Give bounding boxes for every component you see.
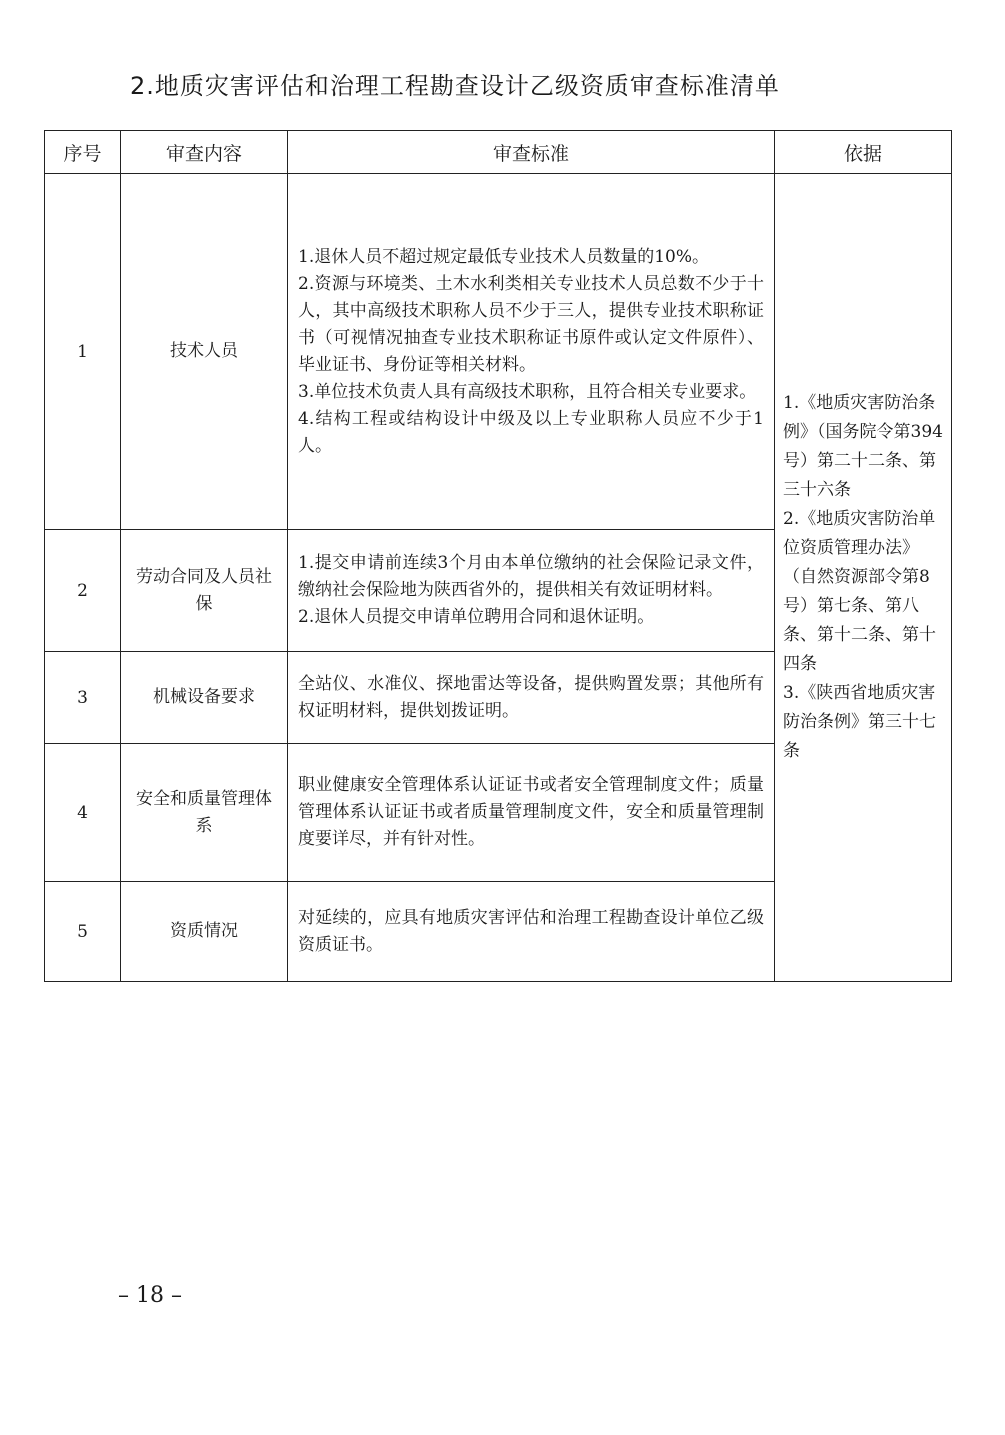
table-row (45, 174, 952, 530)
basis-item: 2.《地质灾害防治单位资质管理办法》（自然资源部令第8号）第七条、第八条、第十二条、第十四条 (783, 509, 936, 674)
row-content: 劳动合同及人员社保 (121, 530, 288, 652)
row-seq: 5 (45, 882, 121, 982)
review-standards-table (44, 130, 952, 982)
row-content: 技术人员 (121, 174, 288, 530)
criteria-item: 2.资源与环境类、土木水利类相关专业技术人员总数不少于十人，其中高级技术职称人员不少于三人，提供专业技术职称证书（可视情况抽查专业技术职称证书原件或认定文件原件）、毕业证书、身份证等相关材料。 (298, 273, 764, 375)
row-criteria (288, 882, 775, 982)
criteria-item: 全站仪、水准仪、探地雷达等设备，提供购置发票；其他所有权证明材料，提供划拨证明。 (298, 673, 764, 721)
header-criteria: 审查标准 (288, 131, 775, 174)
row-content: 机械设备要求 (121, 652, 288, 744)
criteria-item: 4.结构工程或结构设计中级及以上专业职称人员应不少于1人。 (298, 408, 764, 456)
criteria-item: 对延续的，应具有地质灾害评估和治理工程勘查设计单位乙级资质证书。 (298, 907, 764, 955)
row-criteria (288, 744, 775, 882)
basis-item: 1.《地质灾害防治条例》（国务院令第394号）第二十二条、第三十六条 (783, 393, 943, 500)
row-criteria (288, 530, 775, 652)
row-criteria (288, 652, 775, 744)
header-basis: 依据 (775, 131, 952, 174)
criteria-item: 3.单位技术负责人具有高级技术职称，且符合相关专业要求。 (298, 381, 757, 402)
criteria-item: 1.提交申请前连续3个月由本单位缴纳的社会保险记录文件，缴纳社会保险地为陕西省外的，提供相关有效证明材料。 (298, 553, 764, 600)
page-number: – 18 – (118, 1283, 182, 1308)
row-criteria (288, 174, 775, 530)
row-seq: 3 (45, 652, 121, 744)
row-content: 安全和质量管理体系 (121, 744, 288, 882)
row-content: 资质情况 (121, 882, 288, 982)
criteria-item: 2.退休人员提交申请单位聘用合同和退休证明。 (298, 607, 655, 627)
table-header-row (45, 131, 952, 174)
criteria-item: 1.退休人员不超过规定最低专业技术人员数量的10%。 (298, 246, 710, 267)
criteria-item: 职业健康安全管理体系认证证书或者安全管理制度文件；质量管理体系认证证书或者质量管理制度文件，安全和质量管理制度要详尽，并有针对性。 (298, 775, 764, 849)
basis-item: 3.《陕西省地质灾害防治条例》第三十七条 (783, 683, 936, 761)
header-content: 审查内容 (121, 131, 288, 174)
row-seq: 1 (45, 174, 121, 530)
row-seq: 4 (45, 744, 121, 882)
basis-cell (775, 174, 952, 982)
row-seq: 2 (45, 530, 121, 652)
document-title: 2.地质灾害评估和治理工程勘查设计乙级资质审查标准清单 (130, 72, 780, 100)
header-seq: 序号 (45, 131, 121, 174)
